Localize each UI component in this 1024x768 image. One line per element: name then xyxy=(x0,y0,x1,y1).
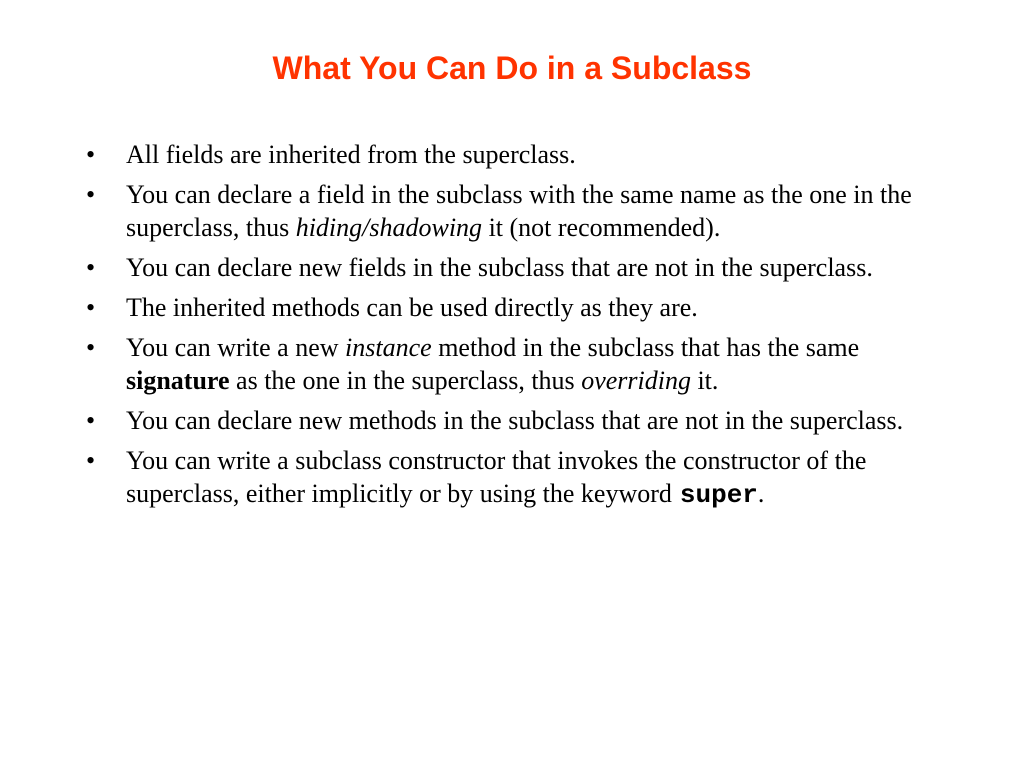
bullet-item xyxy=(80,251,940,284)
bullet-symbol: • xyxy=(86,406,96,435)
bullet-text: it. xyxy=(690,366,719,395)
bullet-text: You can write a new xyxy=(126,333,346,362)
bullet-text: The inherited methods can be used directly as they are. xyxy=(126,293,698,322)
bullet-text: as the one in the superclass, thus xyxy=(229,366,582,395)
bullet-symbol: • xyxy=(86,140,96,169)
bullet-item xyxy=(80,178,940,244)
bullet-symbol: • xyxy=(86,180,96,209)
bullet-text: method in the subclass that has the same xyxy=(431,333,860,362)
bullet-symbol: • xyxy=(86,333,96,362)
bullet-text: All fields are inherited from the superclass. xyxy=(126,140,576,169)
bullet-text: You can write a subclass constructor that invokes the constructor of the superclass, either implicitly or by using the keyword xyxy=(126,446,867,508)
slide-title: What You Can Do in a Subclass xyxy=(272,50,752,86)
bullet-text: You can declare new fields in the subclass that are not in the superclass. xyxy=(126,253,873,282)
bullet-item xyxy=(80,331,940,397)
bullet-text: You can declare new methods in the subclass that are not in the superclass. xyxy=(126,406,904,435)
emphasis-text: instance xyxy=(345,333,432,362)
bullet-text: You can declare a field in the subclass with the same name as the one in the superclass, thus xyxy=(126,180,912,242)
bullet-item xyxy=(80,404,940,437)
bullet-list xyxy=(80,138,940,519)
strong-text: signature xyxy=(126,366,230,395)
bullet-item xyxy=(80,138,940,171)
code-keyword: super xyxy=(679,480,758,510)
bullet-item xyxy=(80,444,940,512)
bullet-symbol: • xyxy=(86,446,96,475)
bullet-item xyxy=(80,291,940,324)
bullet-text: it (not recommended). xyxy=(482,213,721,242)
emphasis-text: hiding/shadowing xyxy=(295,213,483,242)
bullet-symbol: • xyxy=(86,253,96,282)
bullet-symbol: • xyxy=(86,293,96,322)
bullet-text: . xyxy=(757,479,765,508)
emphasis-text: overriding xyxy=(581,366,691,395)
